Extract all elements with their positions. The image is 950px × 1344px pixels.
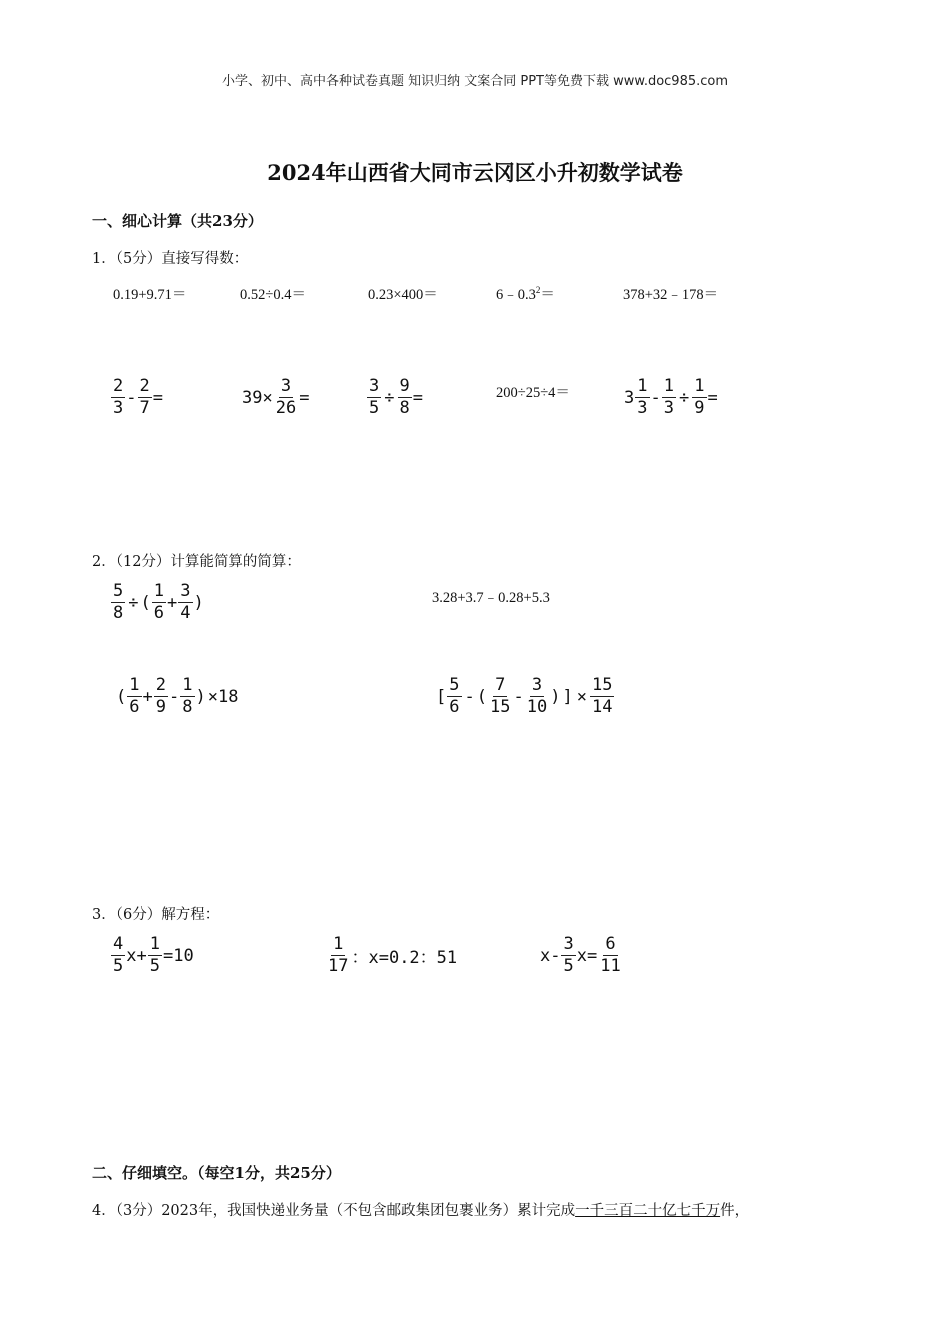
q1-label: 1．（5分）直接写得数： (92, 251, 249, 267)
section2-heading: 二、仔细填空。（每空1分，共25分） (92, 1164, 341, 1182)
q2-expr-4: [ $\frac{5}{6}$ - ( $\frac{7}{15}$ - $\frac{3}{10}$ ) ] × $\frac{15}{14}$ (436, 675, 613, 717)
q1-frac-expr-3: $\frac{3}{5}$ ÷ $\frac{9}{8}$ = (369, 376, 423, 418)
section1-heading: 一、细心计算（共23分） (92, 212, 263, 230)
q3-equation-1: $\frac{4}{5}$ x+ $\frac{1}{5}$ =10 (113, 934, 194, 976)
q1-expr-1: 0.19+9.71＝ (113, 287, 187, 303)
page-title: 2024年山西省大同市云冈区小升初数学试卷 (267, 160, 683, 185)
q3-label: 3．（6分）解方程： (92, 907, 220, 923)
q3-equation-3: x- $\frac{3}{5}$ x= $\frac{6}{11}$ (540, 934, 621, 976)
q1-expr-5: 378+32﹣178＝ (623, 287, 719, 303)
q1-expr-2: 0.52÷0.4＝ (240, 287, 306, 303)
q4-underlined-number: 一千三百二十亿七千万 (575, 1203, 721, 1219)
q1-expr-4: $6﹣0.3^2=$ (496, 285, 555, 303)
q1-expr-6: 200÷25÷4＝ (496, 385, 570, 401)
q2-label: 2．（12分）计算能简算的简算： (92, 554, 301, 570)
q1-frac-expr-1: $\frac{2}{3}$ - $\frac{2}{7}$ = (113, 376, 163, 418)
q4-text: 4．（3分）2023年，我国快递业务量（不包含邮政集团包裹业务）累计完成一千三百二十亿七千万件， (92, 1203, 750, 1219)
q1-frac-expr-5: 3 $\frac{1}{3}$ - $\frac{1}{3}$ ÷ $\frac{1}{9}$ = (624, 376, 718, 418)
q2-expr-3: ( $\frac{1}{6}$ + $\frac{2}{9}$ - $\frac{1}{8}$ ) ×18 (116, 675, 239, 717)
q1-frac-expr-2: 39× $\frac{3}{26}$ = (242, 376, 310, 418)
q1-expr-3: 0.23×400＝ (368, 287, 438, 303)
q2-expr-2: 3.28+3.7﹣0.28+5.3 (432, 590, 550, 606)
page-header: 小学、初中、高中各种试卷真题 知识归纳 文案合同 PPT等免费下载 www.doc985.com (221, 74, 729, 89)
q3-equation-2: $\frac{1}{17}$ ：x=0.2：51 (328, 934, 458, 976)
q2-expr-1: $\frac{5}{8}$ ÷ ( $\frac{1}{6}$ + $\frac{3}{4}$ ) (113, 581, 204, 623)
